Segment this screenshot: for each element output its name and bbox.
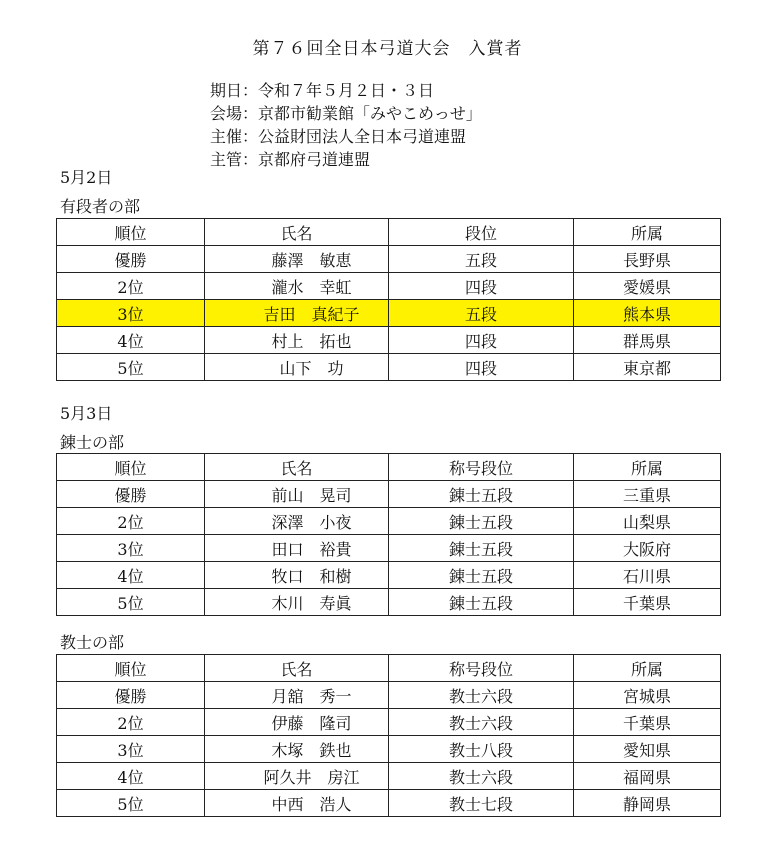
rank-cell: 5位: [57, 790, 205, 817]
info-host: 主管：京都府弓道連盟: [210, 150, 371, 169]
pref-cell: 静岡県: [574, 790, 721, 817]
name-cell: 藤澤 敏恵: [205, 246, 389, 273]
pref-cell: 愛媛県: [574, 273, 721, 300]
name-cell: 田口 裕貴: [205, 535, 389, 562]
grade-cell: 教士六段: [389, 763, 574, 790]
kyoshi-table: [56, 654, 721, 817]
table-row: [57, 763, 721, 790]
pref-cell: 群馬県: [574, 327, 721, 354]
rank-cell: 4位: [57, 763, 205, 790]
header-rank: 順位: [57, 454, 205, 481]
grade-cell: 錬士五段: [389, 562, 574, 589]
rank-cell: 4位: [57, 562, 205, 589]
header-grade: 段位: [389, 219, 574, 246]
header-rank: 順位: [57, 219, 205, 246]
name-cell: 瀧水 幸虹: [205, 273, 389, 300]
grade-cell: 教士六段: [389, 709, 574, 736]
day2-date: 5月3日: [60, 404, 113, 423]
name-cell: 深澤 小夜: [205, 508, 389, 535]
pref-cell: 熊本県: [574, 300, 721, 327]
info-date: 期日：令和７年５月２日・３日: [210, 81, 435, 100]
table-row: [57, 481, 721, 508]
table-row: [57, 535, 721, 562]
table-row: [57, 273, 721, 300]
table-row: [57, 327, 721, 354]
section-kyoshi: 教士の部: [60, 633, 125, 652]
table-row: [57, 246, 721, 273]
name-cell: 村上 拓也: [205, 327, 389, 354]
rank-cell: 5位: [57, 354, 205, 381]
grade-cell: 四段: [389, 273, 574, 300]
name-cell: 月舘 秀一: [205, 682, 389, 709]
name-cell: 前山 晃司: [205, 481, 389, 508]
header-title-grade: 称号段位: [389, 655, 574, 682]
name-cell: 中西 浩人: [205, 790, 389, 817]
grade-cell: 五段: [389, 246, 574, 273]
table-row: [57, 682, 721, 709]
pref-cell: 大阪府: [574, 535, 721, 562]
table-row-highlighted: [57, 300, 721, 327]
table-row: [57, 790, 721, 817]
rank-cell: 優勝: [57, 682, 205, 709]
header-pref: 所属: [574, 219, 721, 246]
pref-cell: 福岡県: [574, 763, 721, 790]
rank-cell: 5位: [57, 589, 205, 616]
pref-cell: 愛知県: [574, 736, 721, 763]
grade-cell: 教士七段: [389, 790, 574, 817]
table-header-row: [57, 219, 721, 246]
table-row: [57, 354, 721, 381]
header-name: 氏名: [205, 219, 389, 246]
grade-cell: 錬士五段: [389, 535, 574, 562]
info-organizer: 主催：公益財団法人全日本弓道連盟: [210, 127, 467, 146]
table-row: [57, 562, 721, 589]
rank-cell: 3位: [57, 535, 205, 562]
name-cell: 吉田 真紀子: [205, 300, 389, 327]
grade-cell: 教士六段: [389, 682, 574, 709]
rank-cell: 2位: [57, 273, 205, 300]
day1-date: 5月2日: [60, 168, 113, 187]
pref-cell: 宮城県: [574, 682, 721, 709]
yudansha-table: [56, 218, 721, 381]
table-row: [57, 508, 721, 535]
header-title-grade: 称号段位: [389, 454, 574, 481]
header-pref: 所属: [574, 655, 721, 682]
header-pref: 所属: [574, 454, 721, 481]
pref-cell: 石川県: [574, 562, 721, 589]
table-row: [57, 589, 721, 616]
table-header-row: [57, 655, 721, 682]
name-cell: 伊藤 隆司: [205, 709, 389, 736]
pref-cell: 山梨県: [574, 508, 721, 535]
rank-cell: 4位: [57, 327, 205, 354]
renshi-table: [56, 453, 721, 616]
info-venue: 会場：京都市勧業館「みやこめっせ」: [210, 104, 482, 123]
pref-cell: 長野県: [574, 246, 721, 273]
grade-cell: 四段: [389, 354, 574, 381]
rank-cell: 2位: [57, 709, 205, 736]
name-cell: 木川 寿眞: [205, 589, 389, 616]
rank-cell: 3位: [57, 736, 205, 763]
event-info: [210, 79, 482, 171]
section-renshi: 錬士の部: [60, 433, 125, 452]
name-cell: 阿久井 房江: [205, 763, 389, 790]
grade-cell: 錬士五段: [389, 481, 574, 508]
header-name: 氏名: [205, 655, 389, 682]
pref-cell: 千葉県: [574, 709, 721, 736]
name-cell: 木塚 鉄也: [205, 736, 389, 763]
page-title: 第７６回全日本弓道大会 入賞者: [252, 39, 523, 59]
pref-cell: 三重県: [574, 481, 721, 508]
header-rank: 順位: [57, 655, 205, 682]
rank-cell: 優勝: [57, 481, 205, 508]
grade-cell: 五段: [389, 300, 574, 327]
table-row: [57, 709, 721, 736]
table-row: [57, 736, 721, 763]
grade-cell: 四段: [389, 327, 574, 354]
name-cell: 山下 功: [205, 354, 389, 381]
section-yudansha: 有段者の部: [60, 197, 141, 216]
grade-cell: 錬士五段: [389, 508, 574, 535]
rank-cell: 優勝: [57, 246, 205, 273]
rank-cell: 3位: [57, 300, 205, 327]
grade-cell: 錬士五段: [389, 589, 574, 616]
header-name: 氏名: [205, 454, 389, 481]
table-header-row: [57, 454, 721, 481]
name-cell: 牧口 和樹: [205, 562, 389, 589]
grade-cell: 教士八段: [389, 736, 574, 763]
pref-cell: 東京都: [574, 354, 721, 381]
rank-cell: 2位: [57, 508, 205, 535]
pref-cell: 千葉県: [574, 589, 721, 616]
